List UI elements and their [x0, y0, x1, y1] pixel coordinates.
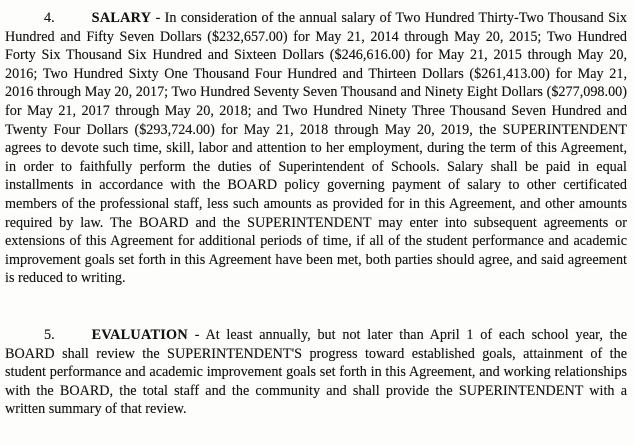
tab-spacer — [55, 338, 92, 339]
tab-spacer — [55, 21, 92, 22]
section-5-evaluation — [5, 326, 627, 419]
section-title: EVALUATION — [91, 326, 188, 343]
section-body: - In consideration of the annual salary of Two Hundred Thirty-Two Thousand Six Hundred and Fifty Seven Dollars ($232,657.00) for May 21, 2014 through May 20, 2015; Two Hundred Forty Six Thousand Six Hundred and Sixteen Dollars ($246,616.00) for May 21, 2015 through May 20, 2016; Two Hundred Sixty One Thousand Four Hundred and Thirteen Dollars ($261,413.00) for May 21, 2016 through May 20, 2017; Two Hundred Seventy Seven Thousand and Ninety Eight Dollars ($277,098.00) for May 21, 2017 through May 20, 2018; and Two Hundred Ninety Three Thousand Seven Hundred and Twenty Four Dollars ($293,724.00) for May 21, 2018 through May 20, 2019, the SUPERINTENDENT agrees to devote such time, skill, labor and attention to her employment, during the term of this Agreement, in order to faithfully perform the duties of Superintendent of Schools. Salary shall be paid in equal installments in accordance with the BOARD policy governing payment of salary to other certificated members of the professional staff, less such amounts as provided for in this Agreement, and other amounts required by law. The BOARD and the SUPERINTENDENT may enter into subsequent agreements or extensions of this Agreement for additional periods of time, if all of the student performance and academic improvement goals set forth in this Agreement have been met, both parties should agree, and said agreement is reduced to writing. — [5, 10, 627, 287]
section-number: 4. — [44, 10, 55, 26]
section-4-salary — [5, 9, 627, 288]
section-number: 5. — [44, 326, 55, 343]
section-body: - At least annually, but not later than April 1 of each school year, the BOARD shall review the SUPERINTENDENT'S progress toward established goals, attainment of the student performance and academic improvement goals set forth in this Agreement, and working relationships with the BOARD, the total staff and the community and shall provide the SUPERINTENDENT with a written summary of that review. — [5, 326, 627, 418]
section-title: SALARY — [91, 10, 152, 26]
